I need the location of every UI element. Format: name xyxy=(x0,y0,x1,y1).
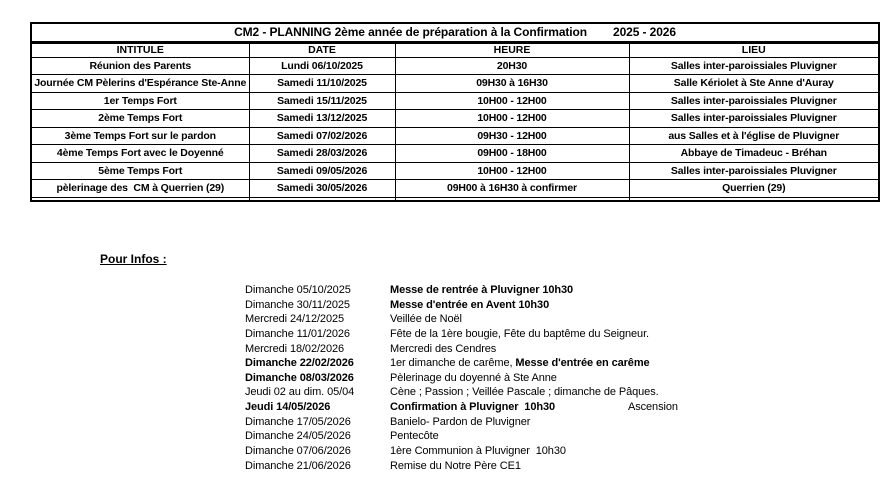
table-cell: Lundi 06/10/2025 xyxy=(249,57,395,75)
list-item xyxy=(245,430,678,445)
table-cell: 09H30 - 12H00 xyxy=(395,127,629,145)
table-cell: Samedi 15/11/2025 xyxy=(249,92,395,110)
filler-cell xyxy=(629,197,879,201)
table-cell: Réunion des Parents xyxy=(31,57,249,75)
table-cell: 09H30 à 16H30 xyxy=(395,75,629,93)
info-description-segment: Pentecôte xyxy=(390,430,439,443)
list-item xyxy=(245,343,678,358)
info-description-segment: Remise du Notre Père CE1 xyxy=(390,459,521,472)
info-description-segment: Cène ; Passion ; Veillée Pascale ; dimanche de Pâques. xyxy=(390,386,659,399)
info-date: Dimanche 05/10/2025 xyxy=(245,284,351,296)
info-date: Mercredi 18/02/2026 xyxy=(245,342,344,355)
table-row xyxy=(31,162,879,180)
table-header-row xyxy=(31,42,879,57)
list-item xyxy=(245,416,678,431)
list-item xyxy=(245,445,678,460)
list-item xyxy=(245,357,678,372)
info-description-segment: Banielo- Pardon de Pluvigner xyxy=(390,415,531,428)
table-cell: 3ème Temps Fort sur le pardon xyxy=(31,127,249,145)
info-description xyxy=(390,445,628,457)
column-header-heure: HEURE xyxy=(395,42,629,57)
table-cell: Samedi 28/03/2026 xyxy=(249,145,395,163)
table-cell: Salles inter-paroissiales Pluvigner xyxy=(629,92,879,110)
table-row xyxy=(31,92,879,110)
info-description xyxy=(390,401,628,413)
info-description-segment: Confirmation à Pluvigner 10h30 xyxy=(390,401,555,414)
infos-list xyxy=(245,284,678,474)
info-description-segment: Messe d'entrée en Avent 10h30 xyxy=(390,298,550,311)
table-cell: Salle Kériolet à Ste Anne d'Auray xyxy=(629,75,879,93)
table-cell: Abbaye de Timadeuc - Bréhan xyxy=(629,145,879,163)
info-date: Dimanche 24/05/2026 xyxy=(245,430,351,443)
info-date: Dimanche 08/03/2026 xyxy=(245,371,354,384)
table-cell: 20H30 xyxy=(395,57,629,75)
list-item xyxy=(245,284,678,299)
info-description xyxy=(390,299,628,311)
table-filler-row xyxy=(31,197,879,201)
info-date: Jeudi 14/05/2026 xyxy=(245,401,331,414)
info-description-segment: 1ère Communion à Pluvigner 10h30 xyxy=(390,445,566,458)
document-title: CM2 - PLANNING 2ème année de préparation à la Confirmation xyxy=(234,25,587,40)
info-date: Dimanche 17/05/2026 xyxy=(245,415,351,428)
info-description xyxy=(390,416,628,428)
table-row xyxy=(31,145,879,163)
info-description-segment: Veillée de Noël xyxy=(390,313,462,326)
list-item xyxy=(245,372,678,387)
info-description xyxy=(390,460,628,472)
info-date: Mercredi 24/12/2025 xyxy=(245,313,344,326)
filler-cell xyxy=(31,197,249,201)
table-row xyxy=(31,180,879,198)
info-description xyxy=(390,372,628,384)
info-description xyxy=(390,430,628,442)
info-description xyxy=(390,328,649,340)
table-cell: Salles inter-paroissiales Pluvigner xyxy=(629,110,879,128)
table-cell: pèlerinage des CM à Querrien (29) xyxy=(31,180,249,198)
column-header-intitule: INTITULE xyxy=(31,42,249,57)
table-cell: Samedi 09/05/2026 xyxy=(249,162,395,180)
column-header-lieu: LIEU xyxy=(629,42,879,57)
info-date: Dimanche 11/01/2026 xyxy=(245,327,350,340)
list-item xyxy=(245,313,678,328)
table-cell: Salles inter-paroissiales Pluvigner xyxy=(629,162,879,180)
table-cell: Salles inter-paroissiales Pluvigner xyxy=(629,57,879,75)
table-cell: Querrien (29) xyxy=(629,180,879,198)
list-item xyxy=(245,401,678,416)
table-row xyxy=(31,57,879,75)
planning-table-body xyxy=(31,57,879,197)
filler-cell xyxy=(395,197,629,201)
info-description-segment: 1er dimanche de carême, xyxy=(390,357,516,370)
info-description-segment: Fête de la 1ère bougie, Fête du baptême du Seigneur. xyxy=(390,327,649,340)
table-cell: Samedi 11/10/2025 xyxy=(249,75,395,93)
document-years: 2025 - 2026 xyxy=(613,25,676,40)
filler-cell xyxy=(249,197,395,201)
table-cell: 09H00 - 18H00 xyxy=(395,145,629,163)
table-cell: 10H00 - 12H00 xyxy=(395,92,629,110)
table-cell: 10H00 - 12H00 xyxy=(395,110,629,128)
list-item xyxy=(245,299,678,314)
table-row xyxy=(31,127,879,145)
table-cell: aus Salles et à l'église de Pluvigner xyxy=(629,127,879,145)
table-cell: 2ème Temps Fort xyxy=(31,110,249,128)
info-description-segment: Pèlerinage du doyenné à Ste Anne xyxy=(390,371,557,384)
table-title-row xyxy=(31,23,879,42)
table-row xyxy=(31,110,879,128)
table-cell: Samedi 07/02/2026 xyxy=(249,127,395,145)
list-item xyxy=(245,386,678,401)
list-item xyxy=(245,328,678,343)
table-cell: 10H00 - 12H00 xyxy=(395,162,629,180)
table-cell: 1er Temps Fort xyxy=(31,92,249,110)
info-description xyxy=(390,343,628,355)
column-header-date: DATE xyxy=(249,42,395,57)
info-date: Dimanche 22/02/2026 xyxy=(245,357,354,370)
info-description xyxy=(390,386,659,398)
info-date: Dimanche 07/06/2026 xyxy=(245,445,351,458)
table-row xyxy=(31,75,879,93)
list-item xyxy=(245,460,678,475)
planning-table xyxy=(30,22,880,202)
table-title-cell xyxy=(31,23,879,42)
info-description-segment: Messe d'entrée en carême xyxy=(515,357,650,370)
info-description xyxy=(390,357,650,369)
info-description xyxy=(390,284,628,296)
table-cell: 4ème Temps Fort avec le Doyenné xyxy=(31,145,249,163)
info-description-segment: Messe de rentrée à Pluvigner 10h30 xyxy=(390,284,574,296)
infos-heading: Pour Infos : xyxy=(100,252,167,266)
table-cell: 5ème Temps Fort xyxy=(31,162,249,180)
info-date: Dimanche 30/11/2025 xyxy=(245,298,350,311)
info-description xyxy=(390,313,628,325)
info-description-segment: Mercredi des Cendres xyxy=(390,342,497,355)
info-date: Jeudi 02 au dim. 05/04 xyxy=(245,386,355,399)
table-cell: Samedi 30/05/2026 xyxy=(249,180,395,198)
info-date: Dimanche 21/06/2026 xyxy=(245,459,351,472)
table-cell: Journée CM Pèlerins d'Espérance Ste-Anne xyxy=(31,75,249,93)
table-cell: Samedi 13/12/2025 xyxy=(249,110,395,128)
table-cell: 09H00 à 16H30 à confirmer xyxy=(395,180,629,198)
info-note: Ascension xyxy=(628,401,678,414)
